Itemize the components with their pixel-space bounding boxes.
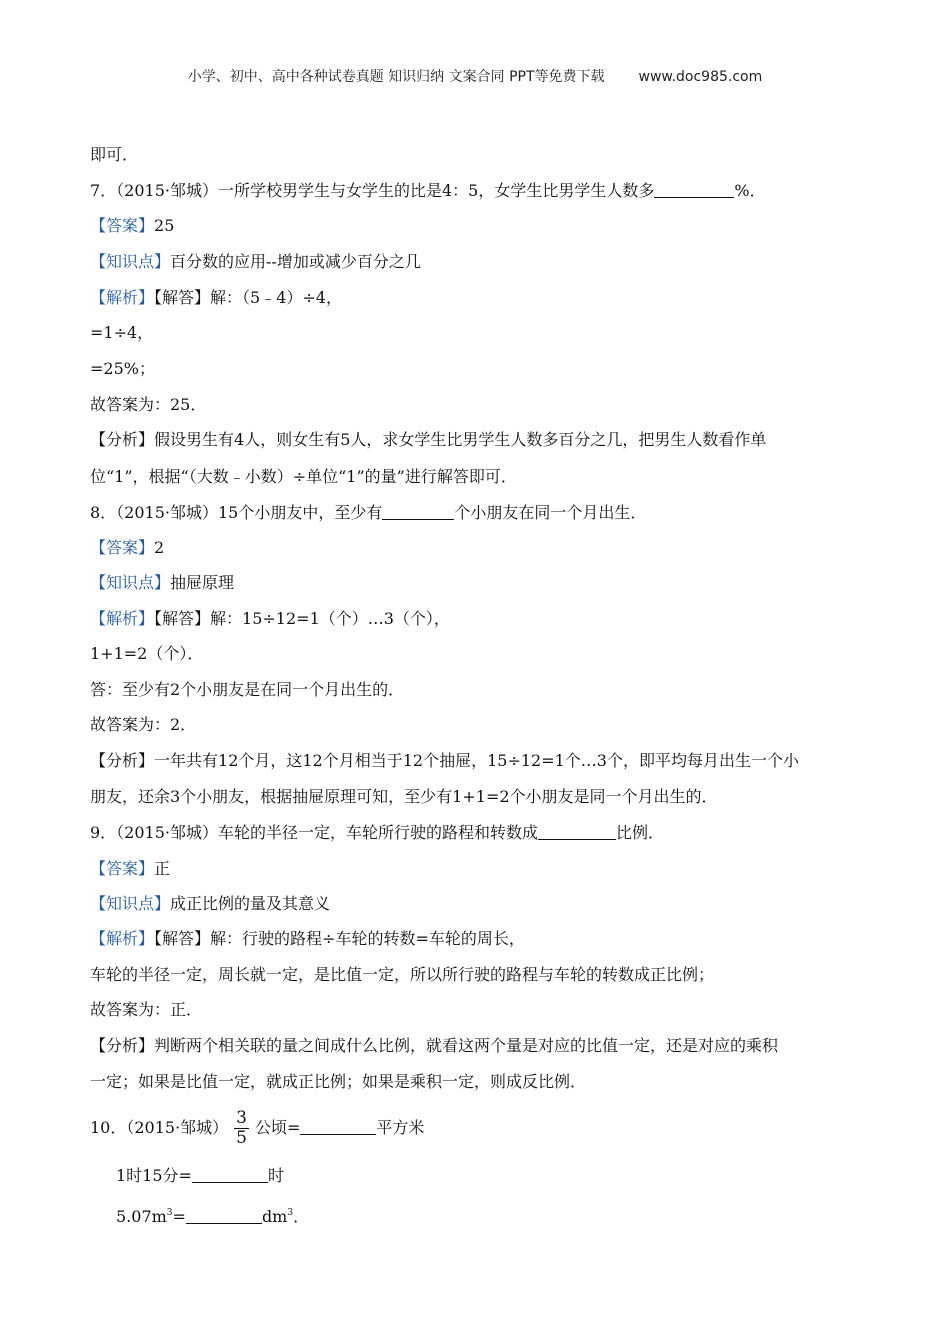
q10-line-2: 1时15分= 时: [116, 1166, 284, 1185]
q10-line-3: $5.07m^3= dm^3$．: [116, 1207, 310, 1226]
solve-tag: 【解答】: [154, 288, 211, 307]
q8-solve-3: 答：至少有2个小朋友是在同一个月出生的．: [90, 680, 405, 699]
fenxi-tag: 【分析】: [90, 430, 155, 449]
knowledge-tag: 【知识点】: [90, 573, 171, 592]
q7-answer-blank: [654, 181, 734, 198]
q8-solve-2: 1+1=2（个）．: [90, 644, 204, 663]
header-text: 小学、初中、高中各种试卷真题 知识归纳 文案合同 PPT等免费下载: [187, 69, 605, 85]
q9-answer-blank: [538, 823, 616, 840]
knowledge-tag: 【知识点】: [90, 252, 171, 271]
q7-knowledge: 【知识点】百分数的应用--增加或减少百分之几: [90, 252, 421, 271]
q10-blank-1: [300, 1118, 376, 1135]
q10-blank-2: [192, 1166, 268, 1183]
answer-tag: 【答案】: [90, 216, 155, 235]
q8-stem: 8．（2015·邹城）15个小朋友中，至少有 个小朋友在同一个月出生．: [90, 503, 647, 522]
page-header: [0, 66, 950, 86]
solve-tag: 【解答】: [154, 609, 211, 628]
q8-knowledge: 【知识点】抽屉原理: [90, 573, 235, 592]
q9-fenxi-2: 一定；如果是比值一定，就成正比例；如果是乘积一定，则成反比例．: [90, 1072, 587, 1091]
q8-answer: 【答案】2: [90, 538, 165, 557]
fenxi-tag: 【分析】: [90, 1036, 155, 1055]
answer-tag: 【答案】: [90, 538, 155, 557]
q7-answer: 【答案】25: [90, 216, 175, 235]
q7-fenxi-2: 位“1”，根据“（大数﹣小数）÷单位“1”的量”进行解答即可．: [90, 467, 517, 486]
q8-fenxi-1: 【分析】一年共有12个月，这12个月相当于12个抽屉，15÷12=1个…3个，即平均每月出生一个小: [90, 751, 799, 770]
fraction-three-fifths: $\frac{3}{5}$: [236, 1108, 247, 1148]
header-url[interactable]: www.doc985.com: [638, 69, 763, 85]
solve-tag: 【解答】: [154, 929, 211, 948]
q9-solve-1: 【解析】【解答】解：行驶的路程÷车轮的转数=车轮的周长，: [90, 929, 525, 948]
q8-solve-1: 【解析】【解答】解：15÷12=1（个）…3（个），: [90, 609, 450, 628]
q7-solve-4: 故答案为：25．: [90, 395, 207, 414]
q7-solve-1: 【解析】【解答】解：（5﹣4）÷4，: [90, 288, 342, 307]
analysis-tag: 【解析】: [90, 288, 155, 307]
q8-answer-blank: [382, 503, 454, 520]
q10-blank-3: [186, 1207, 262, 1224]
q9-solve-2: 车轮的半径一定，周长就一定，是比值一定，所以所行驶的路程与车轮的转数成正比例；: [90, 965, 715, 984]
q9-solve-3: 故答案为：正．: [90, 1000, 203, 1019]
answer-tag: 【答案】: [90, 859, 155, 878]
q7-fenxi-1: 【分析】假设男生有4人，则女生有5人，求女学生比男学生人数多百分之几，把男生人数看作单: [90, 430, 767, 449]
knowledge-tag: 【知识点】: [90, 894, 171, 913]
q10-stem: 10．（2015·邹城） $\frac{3}{5}$ 公顷= 平方米: [90, 1108, 425, 1148]
intro-line: 即可．: [90, 145, 139, 164]
analysis-tag: 【解析】: [90, 929, 155, 948]
q9-answer: 【答案】正: [90, 859, 171, 878]
q8-fenxi-2: 朋友，还余3个小朋友，根据抽屉原理可知，至少有1+1=2个小朋友是同一个月出生的．: [90, 787, 718, 806]
fenxi-tag: 【分析】: [90, 751, 155, 770]
q9-fenxi-1: 【分析】判断两个相关联的量之间成什么比例，就看这两个量是对应的比值一定，还是对应的乘积: [90, 1036, 779, 1055]
q8-solve-4: 故答案为：2．: [90, 715, 197, 734]
q9-stem: 9．（2015·邹城）车轮的半径一定，车轮所行驶的路程和转数成 比例．: [90, 823, 665, 842]
q7-solve-2: =1÷4，: [90, 323, 154, 342]
q7-solve-3: =25%；: [90, 359, 155, 378]
analysis-tag: 【解析】: [90, 609, 155, 628]
q7-stem: 7．（2015·邹城）一所学校男学生与女学生的比是4：5，女学生比男学生人数多 %．: [90, 181, 766, 200]
q9-knowledge: 【知识点】成正比例的量及其意义: [90, 894, 331, 913]
